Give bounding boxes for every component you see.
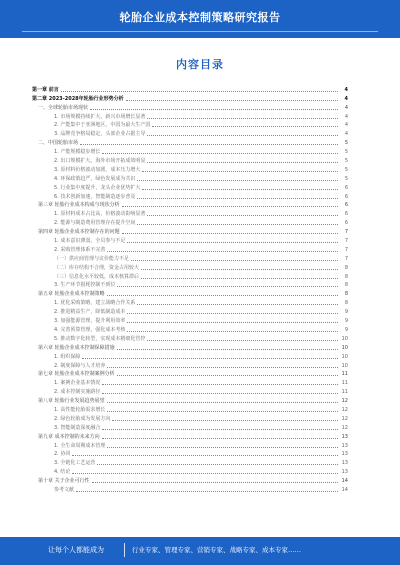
toc-entry[interactable] [32, 377, 348, 386]
toc-entry-title: 第四章 轮胎企业成本控制存在的问题 [38, 229, 120, 236]
toc-entry-title: 2. 成本控制实施路径 [54, 389, 101, 396]
toc-heading: 内容目录 [176, 58, 224, 71]
toc-entry[interactable] [32, 182, 348, 191]
toc-leader-dots [72, 473, 338, 474]
toc-entry-page: 5 [344, 140, 348, 147]
toc-entry-page: 11 [341, 371, 348, 378]
toc-entry-title: 5. 行业集中度提升，龙头企业优势扩大 [54, 184, 141, 191]
toc-entry[interactable] [32, 253, 348, 262]
toc-entry-title: 第九章 成本控制的未来方向 [38, 433, 100, 440]
toc-entry-page: 6 [344, 202, 348, 209]
toc-leader-dots [92, 482, 338, 483]
header-divider [22, 31, 378, 32]
toc-entry-page: 4 [344, 104, 348, 111]
toc-entry-title: 1. 产能规模稳步增长 [54, 149, 101, 156]
toc-entry-title: 1. 优化采购策略，建立战略合作关系 [54, 300, 136, 307]
toc-leader-dots [76, 491, 338, 492]
toc-entry-page: 13 [341, 433, 348, 440]
toc-entry-title: 2. 能源与制造费用管理存在提升空间 [54, 220, 136, 227]
toc-entry[interactable] [32, 288, 348, 297]
toc-entry[interactable] [32, 466, 348, 475]
toc-leader-dots [147, 118, 338, 119]
toc-entry-title: （一）供应商管理与议价能力不足 [54, 255, 130, 262]
toc-entry-page: 13 [341, 451, 348, 458]
toc-leader-dots [137, 304, 338, 305]
toc-leader-dots [147, 215, 338, 216]
toc-entry[interactable] [32, 262, 348, 271]
toc-leader-dots [117, 286, 338, 287]
toc-leader-dots [72, 455, 338, 456]
toc-entry-title: 二、中国轮胎市场 [38, 140, 79, 147]
toc-leader-dots [82, 358, 338, 359]
toc-entry[interactable] [32, 173, 348, 182]
toc-entry-page: 8 [344, 282, 348, 289]
toc-entry[interactable] [32, 324, 348, 333]
toc-entry-page: 10 [341, 344, 348, 351]
toc-leader-dots [137, 180, 338, 181]
toc-leader-dots [131, 260, 338, 261]
toc-entry-page: 5 [344, 175, 348, 182]
toc-entry-title: 第七章 轮胎企业成本控制案例分析 [38, 371, 115, 378]
toc-leader-dots [147, 340, 338, 341]
toc-entry-title: 第三章 轮胎行业成本构成与现状分析 [38, 202, 120, 209]
toc-leader-dots [107, 402, 338, 403]
toc-leader-dots [102, 393, 338, 394]
toc-entry-page: 6 [344, 211, 348, 218]
toc-entry-page: 8 [344, 264, 348, 271]
toc-entry[interactable] [32, 84, 348, 93]
toc-entry-page: 11 [341, 389, 348, 396]
toc-entry-page: 10 [341, 362, 348, 369]
toc-entry-page: 9 [344, 326, 348, 333]
toc-entry-title: 1. 全生命周期成本管理 [54, 442, 106, 449]
toc-entry-title: 2. 出口规模扩大，海外市场开拓成效明显 [54, 158, 146, 165]
toc-entry-page: 4 [344, 122, 348, 129]
toc-entry[interactable] [32, 102, 348, 111]
toc-entry-page: 7 [344, 238, 348, 245]
toc-entry-page: 6 [344, 184, 348, 191]
toc-entry-title: 第十章 关于企业可行性 [38, 478, 90, 485]
toc-entry[interactable] [32, 351, 348, 360]
page-footer [0, 537, 400, 565]
toc-entry[interactable] [32, 164, 348, 173]
toc-entry-title: 3. 原材料价格波动加剧，成本压力增大 [54, 166, 141, 173]
toc-entry[interactable] [32, 457, 348, 466]
toc-leader-dots [126, 100, 338, 101]
toc-entry-title: 1. 市场规模持续扩大，新兴市场增长显著 [54, 113, 146, 120]
toc-leader-dots [152, 126, 338, 127]
toc-leader-dots [141, 278, 338, 279]
toc-entry-page: 9 [344, 309, 348, 316]
report-title: 轮胎企业成本控制策略研究报告 [119, 11, 281, 24]
toc-entry-title: 2. 产能集中于亚洲地区，中国为最大生产国 [54, 122, 151, 129]
toc-entry-title: 第一章 前言 [32, 86, 59, 93]
toc-entry-title: 2. 推进精益生产，降低制造成本 [54, 309, 126, 316]
toc-entry[interactable] [32, 226, 348, 235]
toc-entry[interactable] [32, 360, 348, 369]
toc-entry-title: 5. 推动数字化转型，实现成本精细化管控 [54, 335, 146, 342]
toc-leader-dots [142, 171, 338, 172]
toc-leader-dots [107, 447, 338, 448]
toc-entry-title: 1. 高性能轮胎需求增长 [54, 406, 106, 413]
toc-entry-title: 6. 技术创新加速，智能制造逐步普及 [54, 193, 136, 200]
toc-entry-title: 第八章 轮胎行业发展趋势展望 [38, 398, 105, 405]
toc-entry-page: 14 [341, 486, 348, 493]
toc-leader-dots [137, 198, 338, 199]
toc-entry-title: 3. 智能制造深度融合 [54, 424, 101, 431]
toc-leader-dots [107, 411, 338, 412]
toc-entry[interactable] [32, 449, 348, 458]
toc-entry[interactable] [32, 244, 348, 253]
toc-leader-dots [112, 420, 338, 421]
toc-entry[interactable] [32, 128, 348, 137]
toc-entry-page: 12 [341, 424, 348, 431]
toc-leader-dots [127, 313, 338, 314]
toc-entry-page: 7 [344, 246, 348, 253]
toc-leader-dots [117, 349, 338, 350]
toc-entry[interactable] [32, 369, 348, 378]
toc-leader-dots [102, 429, 338, 430]
toc-entry-title: 参考文献 [54, 486, 75, 493]
toc-leader-dots [102, 153, 338, 154]
toc-entry[interactable] [32, 120, 348, 129]
toc-leader-dots [97, 464, 338, 465]
toc-leader-dots [137, 224, 338, 225]
toc-entry-page: 8 [344, 300, 348, 307]
toc-entry[interactable] [32, 191, 348, 200]
toc-entry[interactable] [32, 280, 348, 289]
toc-entry-title: （三）信息化水平较低，成本核算滞后 [54, 273, 140, 280]
toc-entry-page: 13 [341, 460, 348, 467]
toc-leader-dots [122, 206, 338, 207]
footer-divider [124, 543, 125, 557]
toc-entry-title: 3. 生产环节损耗控制不到位 [54, 282, 116, 289]
toc-entry-page: 5 [344, 158, 348, 165]
toc-entry-page: 8 [344, 273, 348, 280]
toc-entry[interactable] [32, 440, 348, 449]
toc-leader-dots [122, 233, 338, 234]
toc-entry-page: 13 [341, 469, 348, 476]
toc-entry[interactable] [32, 200, 348, 209]
toc-entry-page: 4 [344, 113, 348, 120]
toc-entry[interactable] [32, 422, 348, 431]
toc-entry-page: 6 [344, 193, 348, 200]
toc-entry-page: 13 [341, 442, 348, 449]
toc-entry[interactable] [32, 342, 348, 351]
toc-entry-title: 1. 组织保障 [54, 353, 81, 360]
toc-entry[interactable] [32, 431, 348, 440]
toc-leader-dots [117, 375, 338, 376]
toc-leader-dots [127, 242, 338, 243]
toc-entry[interactable] [32, 93, 348, 102]
toc-leader-dots [80, 144, 338, 145]
toc-entry[interactable] [32, 217, 348, 226]
toc-entry-title: 4. 结论 [54, 469, 71, 476]
toc-leader-dots [127, 322, 338, 323]
toc-entry[interactable] [32, 333, 348, 342]
toc-leader-dots [61, 91, 338, 92]
toc-entry[interactable] [32, 475, 348, 484]
toc-entry[interactable] [32, 271, 348, 280]
toc-entry-page: 7 [344, 229, 348, 236]
toc-entry-title: 一、全球轮胎市场现状 [38, 104, 89, 111]
toc-entry-page: 8 [344, 291, 348, 298]
toc-entry[interactable] [32, 208, 348, 217]
toc-leader-dots [107, 251, 338, 252]
toc-leader-dots [102, 384, 338, 385]
toc-leader-dots [147, 162, 338, 163]
toc-entry[interactable] [32, 404, 348, 413]
toc-entry-title: 4. 完善预算管理，强化成本考核 [54, 326, 126, 333]
toc-entry-title: 2. 协同 [54, 451, 71, 458]
toc-leader-dots [102, 438, 338, 439]
toc-entry-title: 3. 品牌竞争格局稳定，头部企业占据主导 [54, 131, 146, 138]
toc-leader-dots [107, 295, 338, 296]
toc-entry[interactable] [32, 146, 348, 155]
toc-entry[interactable] [32, 111, 348, 120]
table-of-contents [32, 84, 348, 493]
toc-entry-title: 2. 绿色轮胎成为发展方向 [54, 415, 111, 422]
toc-entry-title: 3. 加强能源管理，提升利用效率 [54, 318, 126, 325]
toc-leader-dots [142, 189, 338, 190]
toc-leader-dots [147, 135, 338, 136]
footer-slogan: 让每个人都能成为 [48, 546, 104, 554]
toc-entry-page: 5 [344, 149, 348, 156]
toc-entry-title: 2. 采购管理体系不完善 [54, 246, 106, 253]
toc-entry-page: 10 [341, 335, 348, 342]
toc-entry[interactable] [32, 235, 348, 244]
footer-roles: 行业专家、管理专家、营销专家、战略专家、成本专家…… [132, 546, 301, 554]
toc-entry-page: 4 [344, 131, 348, 138]
toc-leader-dots [107, 367, 338, 368]
toc-entry-page: 7 [344, 255, 348, 262]
toc-entry[interactable] [32, 297, 348, 306]
toc-entry[interactable] [32, 306, 348, 315]
toc-leader-dots [141, 269, 338, 270]
toc-entry-title: 1. 原材料成本占比高，价格波动影响显著 [54, 211, 146, 218]
toc-entry[interactable] [32, 315, 348, 324]
toc-entry-page: 4 [344, 95, 348, 102]
page-header [0, 0, 400, 38]
toc-entry-title: 第二章 2023-2028年轮胎行业形势分析 [32, 95, 124, 102]
toc-leader-dots [90, 109, 338, 110]
toc-entry-title: 4. 环保政策趋严，绿色发展成为共识 [54, 175, 136, 182]
toc-entry-page: 6 [344, 220, 348, 227]
toc-entry-page: 9 [344, 318, 348, 325]
toc-entry-page: 12 [341, 398, 348, 405]
toc-entry-page: 5 [344, 166, 348, 173]
toc-entry[interactable] [32, 137, 348, 146]
toc-entry-page: 10 [341, 353, 348, 360]
toc-entry[interactable] [32, 155, 348, 164]
toc-entry[interactable] [32, 395, 348, 404]
toc-entry-title: 2. 制度保障与人才培养 [54, 362, 106, 369]
toc-entry[interactable] [32, 484, 348, 493]
toc-entry-title: 3. 全链化工艺运营 [54, 460, 96, 467]
toc-entry[interactable] [32, 386, 348, 395]
toc-entry-page: 4 [344, 86, 348, 93]
toc-entry[interactable] [32, 413, 348, 422]
toc-entry-title: 第六章 轮胎企业成本控制保障措施 [38, 344, 115, 351]
toc-entry-title: （二）库存结构不合理，资金占用较大 [54, 264, 140, 271]
toc-entry-title: 1. 案例企业基本情况 [54, 380, 101, 387]
toc-entry-title: 第五章 轮胎企业成本控制策略 [38, 291, 105, 298]
toc-entry-title: 1. 成本意识薄弱，全员参与不足 [54, 238, 126, 245]
toc-entry-page: 12 [341, 406, 348, 413]
toc-entry-page: 12 [341, 415, 348, 422]
toc-leader-dots [127, 331, 338, 332]
toc-entry-page: 11 [341, 380, 348, 387]
toc-entry-page: 14 [341, 478, 348, 485]
